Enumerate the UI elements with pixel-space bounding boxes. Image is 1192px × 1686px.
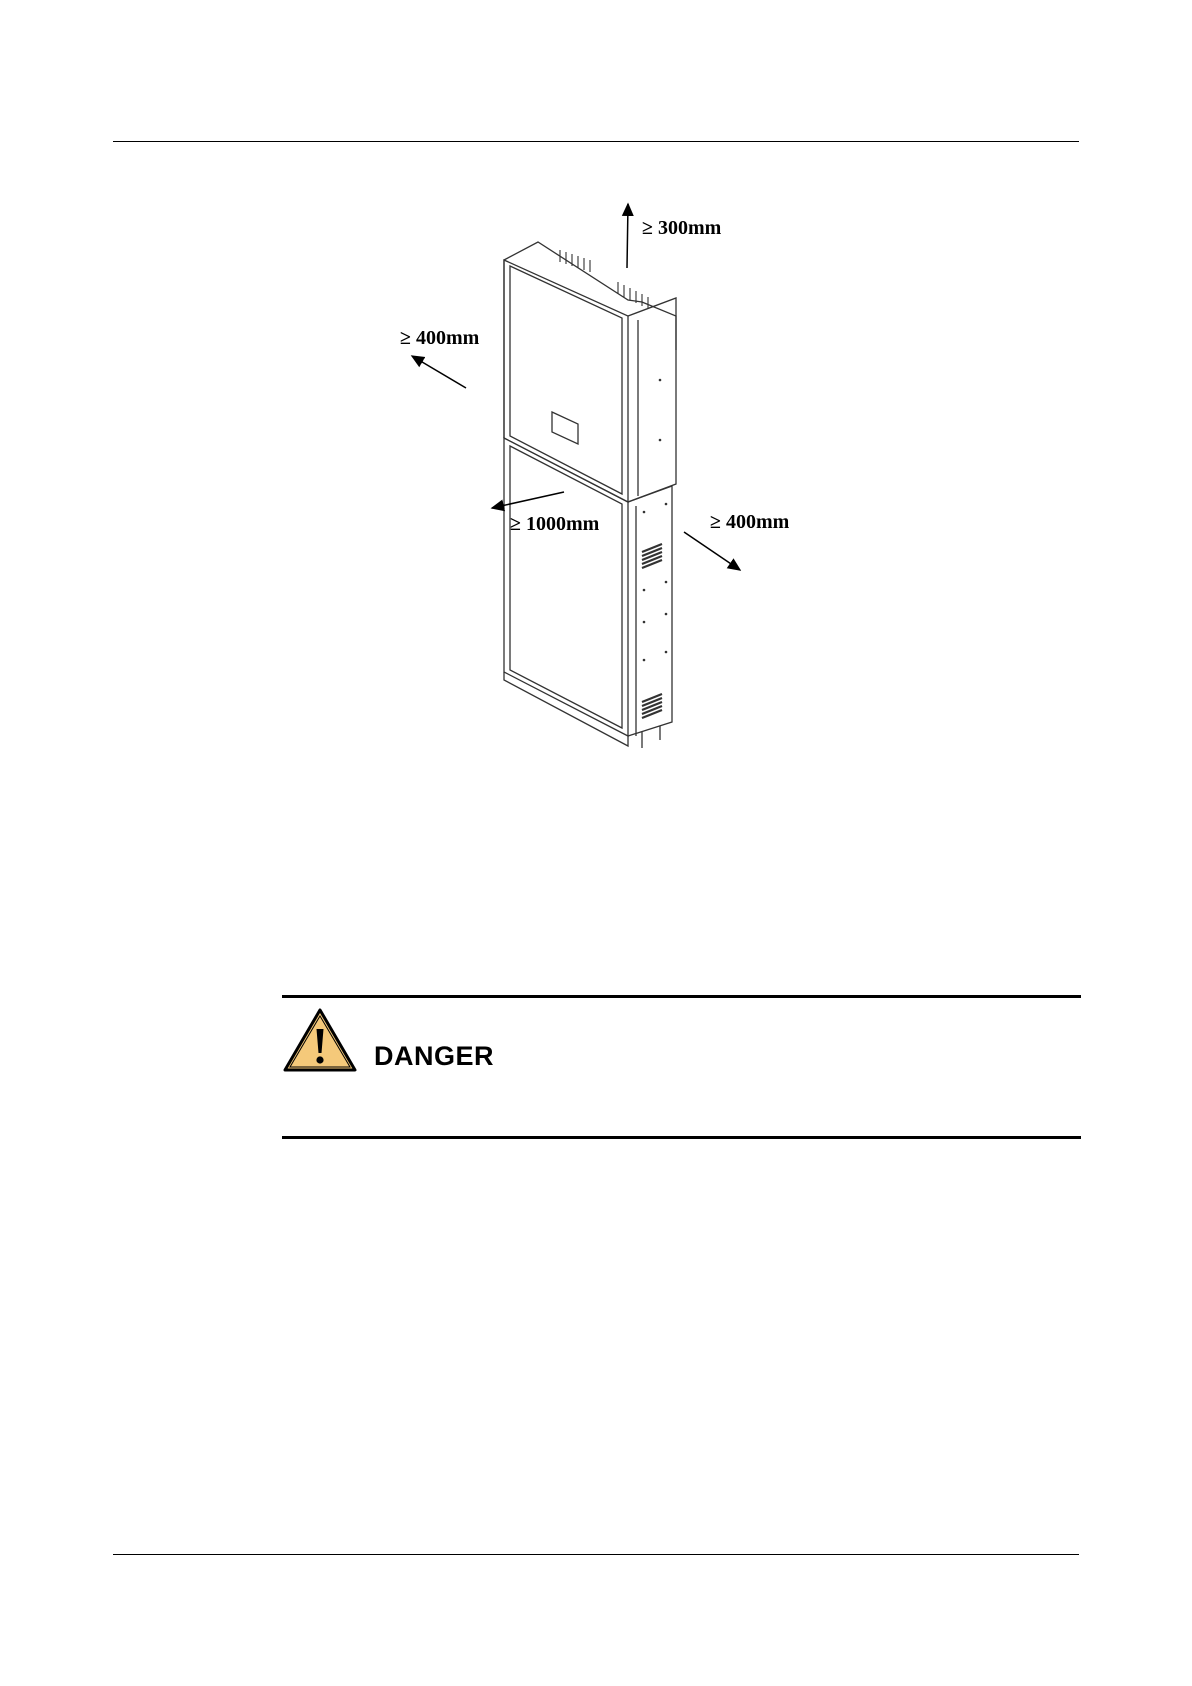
notice-top-rule [282, 995, 1081, 998]
header-rule [113, 141, 1079, 142]
clearance-diagram [380, 190, 800, 760]
label-front-clearance: ≥ 1000mm [510, 513, 600, 535]
label-top-clearance: ≥ 300mm [642, 217, 722, 239]
danger-notice [282, 995, 1081, 1139]
arrow-top [627, 204, 628, 268]
inverter-cabinet-drawing [504, 242, 676, 748]
arrow-left [412, 356, 466, 388]
arrow-right [684, 532, 740, 570]
label-left-clearance: ≥ 400mm [400, 327, 480, 349]
danger-label: DANGER [374, 1041, 495, 1071]
arrow-front [492, 492, 564, 508]
warning-triangle-icon [282, 1007, 358, 1073]
notice-bottom-rule [282, 1136, 1081, 1139]
screw-dots [643, 379, 668, 662]
footer-rule [113, 1554, 1079, 1555]
label-right-clearance: ≥ 400mm [710, 511, 790, 533]
